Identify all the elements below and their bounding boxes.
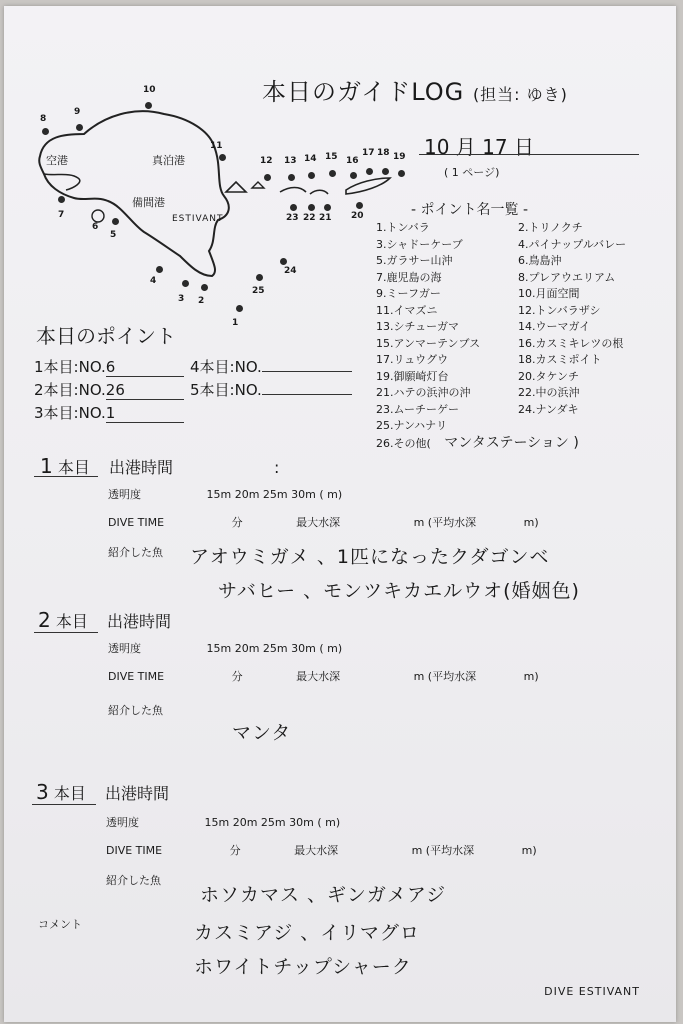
map-number: 7 [58,210,65,220]
slot-1 [34,356,184,377]
slot-1-label: 1本目:NO. [34,358,106,376]
dive-3-fish-line-1: ホソカマス 、ギンガメアジ [200,884,447,906]
point-item: 7.鹿児島の海 [376,270,442,284]
today-heading: 本日のポイント [36,324,176,348]
dive-1-fish-line-2: サバヒー 、モンツキカエルウオ(婚姻色) [218,580,580,602]
dive-3-fish-label: 紹介した魚 [106,874,161,887]
comment-label: コメント [38,918,82,931]
map-pin [382,168,389,175]
dive-1-header [40,454,279,478]
map-number: 23 [286,213,299,223]
title-text: 本日のガイドLOG [262,78,465,106]
dive-1-departure-label: 出港時間 [108,458,173,477]
map-number: 2 [198,296,205,306]
visibility-options: 15m 20m 25m 30m ( m) [206,642,343,655]
map-pin [76,124,83,131]
slot-3-value: 1 [106,404,184,423]
point-item: 23.ムーチーゲー [376,402,459,416]
map-pin [290,204,297,211]
point-item: 16.カスミキレツの根 [518,336,624,350]
visibility-label: 透明度 [106,816,139,829]
dive-1-time-row [108,514,539,530]
map-number: 10 [143,85,156,95]
other-note: マンタステーション ) [444,434,579,451]
slot-4-value [262,371,352,372]
map-number: 5 [110,230,117,240]
airport-inlet [44,174,80,190]
slot-4 [190,356,352,377]
dive-3-visibility-row [106,814,340,830]
dive-time-label: DIVE TIME [108,670,165,683]
slot-5-label: 5本目:NO. [190,381,262,399]
visibility-options: 15m 20m 25m 30m ( m) [204,816,341,829]
dive-1-visibility-row [108,486,342,502]
reef-1 [280,188,306,193]
dive-time-label: DIVE TIME [108,516,165,529]
map-pin [236,305,243,312]
map-pin [308,172,315,179]
map-pin [280,258,287,265]
point-item: 4.パイナップルバレー [518,237,627,251]
map-pin [264,174,271,181]
map-pin [366,168,373,175]
point-item: 24.ナンダキ [518,402,579,416]
map-label-east-port: 真泊港 [152,154,185,167]
reef-3 [346,178,390,194]
map-number: 25 [252,286,265,296]
map-number: 17 [362,148,375,158]
dive-2-number: 2 [38,608,51,632]
slot-2 [34,379,184,400]
map-number: 3 [178,294,185,304]
slot-3-label: 3本目:NO. [34,404,106,422]
point-item: 25.ナンハナリ [376,419,448,432]
map-pin [58,196,65,203]
map-pin [182,280,189,287]
point-item: 11.イマズニ [376,303,438,317]
point-item: 22.中の浜沖 [518,386,580,399]
point-item: 3.シャドーケーブ [376,237,463,251]
dive-1-fish-line-1: アオウミガメ 、1匹になったクダゴンベ [190,546,550,568]
point-item: 18.カスミポイト [518,353,602,366]
map-pin [350,172,357,179]
avg-depth-close: m) [523,670,539,683]
point-list-heading: - ポイント名一覧 - [411,202,529,218]
map-pin [288,174,295,181]
map-pin [145,102,152,109]
slot-2-value: 26 [106,381,184,400]
map-number: 1 [232,318,239,328]
point-item [376,435,579,453]
map-label-shop: ESTIVANT [172,214,224,224]
page-number: ( 1 ページ) [444,166,500,179]
visibility-options: 15m 20m 25m 30m ( m) [206,488,343,501]
dive-1-underline [34,476,98,477]
map-number: 4 [150,276,157,286]
map-number: 22 [303,213,316,223]
date-field: 10 月 17 日 [424,135,534,159]
dive-2-honme: 本目 [55,612,88,631]
footer-brand: DIVE ESTIVANT [544,985,640,998]
slot-4-label: 4本目:NO. [190,358,262,376]
map-number: 12 [260,156,273,166]
map-number: 19 [393,152,406,162]
map-pin [324,204,331,211]
slot-5-value [262,394,352,395]
minutes-label: 分 [229,844,241,857]
point-item: 19.御願崎灯台 [376,369,449,383]
point-item: 20.タケンチ [518,369,579,383]
dive-1-number: 1 [40,454,53,478]
point-item: 10.月面空間 [518,287,580,300]
small-island-2 [252,182,264,188]
map-number: 18 [377,148,390,158]
point-item: 1.トンバラ [376,221,430,234]
avg-depth-close: m) [523,516,539,529]
point-item-other: 26.その他( [376,436,431,450]
point-item: 13.シチューガマ [376,320,459,333]
map-pin [112,218,119,225]
dive-2-header [38,608,171,632]
map-number: 15 [325,152,338,162]
map-number: 16 [346,156,359,166]
point-item: 2.トリノクチ [518,221,583,234]
date-underline [419,154,639,155]
dive-time-label: DIVE TIME [106,844,163,857]
dive-3-number: 3 [36,780,49,804]
point-list-right [518,220,626,418]
minutes-label: 分 [231,670,243,683]
map-pin [356,202,363,209]
map-number: 14 [304,154,317,164]
map-pin [398,170,405,177]
dive-3-fish-line-3: ホワイトチップシャーク [194,956,412,978]
map-pin [329,170,336,177]
minutes-label: 分 [231,516,243,529]
map-pin [156,266,163,273]
visibility-label: 透明度 [108,488,141,501]
visibility-label: 透明度 [108,642,141,655]
point-item: 14.ウーマガイ [518,320,591,333]
avg-depth-label: m (平均水深 [413,670,477,683]
point-item: 8.プレアウエリアム [518,270,616,284]
map-number: 24 [284,266,297,276]
avg-depth-label: m (平均水深 [413,516,477,529]
dive-1-fish-label: 紹介した魚 [108,546,163,559]
map-number: 21 [319,213,332,223]
dive-3-underline [32,804,96,805]
point-item: 15.アンマーテンブス [376,336,481,350]
map-label-west-port: 備間港 [132,196,165,209]
map-pin [256,274,263,281]
dive-3-time-row [106,842,537,858]
dive-2-time-row [108,668,539,684]
dive-2-fish-line-1: マンタ [232,722,292,744]
slot-2-label: 2本目:NO. [34,381,106,399]
dive-3-departure-label: 出港時間 [104,784,169,803]
map-pin [201,284,208,291]
point-item: 6.鳥島沖 [518,254,562,267]
map-pin [219,154,226,161]
guide-name: (担当: ゆき) [472,85,568,104]
map-number: 20 [351,211,364,221]
map-number: 11 [210,141,223,151]
point-item: 21.ハテの浜沖の沖 [376,386,471,399]
dive-2-departure-label: 出港時間 [106,612,171,631]
avg-depth-close: m) [521,844,537,857]
point-item: 5.ガラサー山沖 [376,254,453,267]
dive-2-underline [34,632,98,633]
dive-3-fish-line-2: カスミアジ 、イリマグロ [194,922,420,944]
map-number: 8 [40,114,47,124]
slot-3 [34,402,184,423]
map-number: 13 [284,156,297,166]
dive-3-honme: 本目 [53,784,86,803]
small-island [226,182,246,192]
map-pin [42,128,49,135]
dive-3-header [36,780,169,804]
dive-2-fish-label: 紹介した魚 [108,704,163,717]
point-item: 17.リュウグウ [376,353,449,366]
dive-1-honme: 本目 [57,458,90,477]
slot-1-value: 6 [106,358,184,377]
map-number: 9 [74,107,81,117]
point-item: 9.ミーフガー [376,287,441,300]
point6-circle [92,210,104,222]
dive-2-visibility-row [108,640,342,656]
max-depth-label: 最大水深 [296,516,341,529]
map-pin [308,204,315,211]
map-number: 6 [92,222,99,232]
max-depth-label: 最大水深 [294,844,339,857]
reef-2 [310,190,328,194]
point-item: 12.トンバラザシ [518,303,601,317]
dive-1-departure-colon: : [274,458,280,477]
slot-5 [190,379,352,400]
avg-depth-label: m (平均水深 [411,844,475,857]
log-sheet [4,6,676,1022]
max-depth-label: 最大水深 [296,670,341,683]
map-label-airport: 空港 [46,154,68,167]
